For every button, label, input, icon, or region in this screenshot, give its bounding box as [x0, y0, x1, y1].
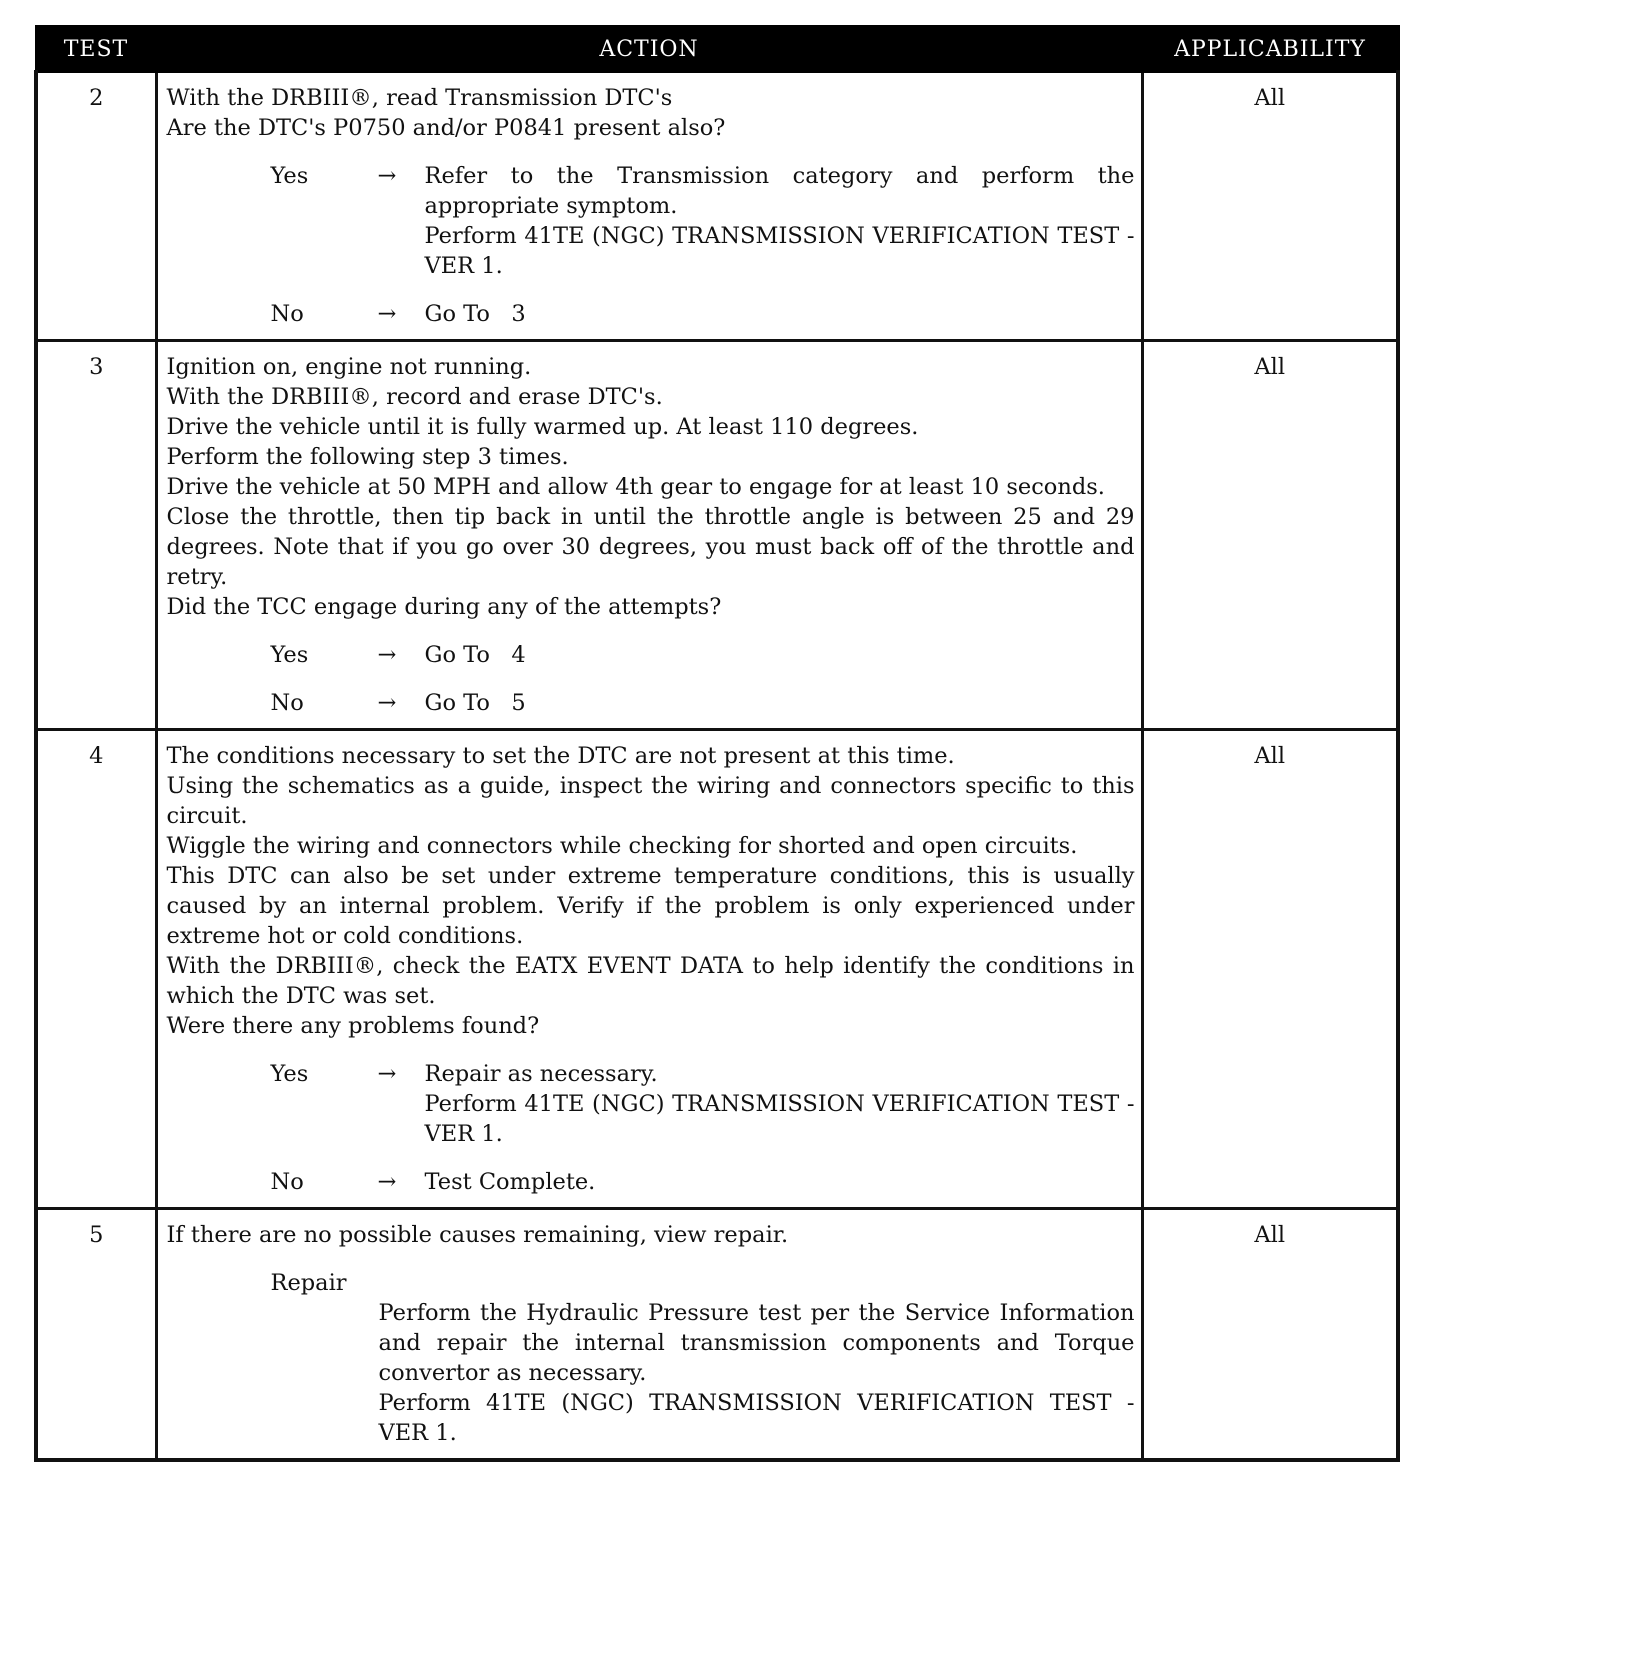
table-row [36, 1209, 1398, 1461]
action-step: Did the TCC engage during any of the attempts? [166, 594, 722, 620]
response-text: Go To 5 [424, 690, 526, 716]
action-step: With the DRBIII®, check the EATX EVENT DATA to help identify the conditions in which the DTC was set. [166, 953, 1135, 1009]
action-step: If there are no possible causes remaining, view repair. [166, 1222, 789, 1248]
action-step: The conditions necessary to set the DTC are not present at this time. [166, 743, 955, 769]
action-step: Drive the vehicle at 50 MPH and allow 4th gear to engage for at least 10 seconds. [166, 474, 1105, 500]
action-cell [156, 730, 1142, 1209]
response-label: Yes [270, 642, 309, 668]
applicability-value: All [1142, 1209, 1398, 1461]
response-label: Yes [270, 1061, 309, 1087]
response-label: No [270, 301, 304, 327]
action-step: Drive the vehicle until it is fully warmed up. At least 110 degrees. [166, 414, 919, 440]
response-text: Go To 4 [424, 642, 526, 668]
response-body [425, 161, 1135, 281]
header-applicability: APPLICABILITY [1142, 27, 1398, 72]
applicability-value: All [1142, 730, 1398, 1209]
diagnostic-table-sheet [34, 25, 1396, 1460]
arrow-right-icon: → [377, 642, 397, 668]
action-step: Wiggle the wiring and connectors while checking for shorted and open circuits. [166, 833, 1078, 859]
repair-text: Perform the Hydraulic Pressure test per the Service Information and repair the internal transmission components and Torque convertor as necessary. [378, 1300, 1135, 1386]
response-branch [167, 161, 1135, 281]
arrow-right-icon: → [377, 690, 397, 716]
action-step: Close the throttle, then tip back in until the throttle angle is between 25 and 29 degrees. Note that if you go over 30 degrees, you must back off of the throttle and retry. [166, 504, 1135, 590]
response-body [425, 1167, 1135, 1197]
response-text: Repair as necessary. [424, 1061, 658, 1087]
repair-text: Perform 41TE (NGC) TRANSMISSION VERIFICATION TEST - VER 1. [378, 1390, 1135, 1446]
test-number: 2 [36, 72, 156, 341]
arrow-right-icon: → [377, 1061, 397, 1087]
test-number: 4 [36, 730, 156, 1209]
response-branch [167, 688, 1135, 718]
repair-label: Repair [270, 1270, 347, 1296]
table-row [36, 730, 1398, 1209]
table-row [36, 72, 1398, 341]
response-body [425, 1059, 1135, 1149]
table-row [36, 341, 1398, 730]
test-number: 5 [36, 1209, 156, 1461]
action-step: Were there any problems found? [166, 1013, 540, 1039]
action-step: Perform the following step 3 times. [166, 444, 569, 470]
response-label: No [270, 690, 304, 716]
action-step: Using the schematics as a guide, inspect the wiring and connectors specific to this circuit. [166, 773, 1135, 829]
arrow-right-icon: → [377, 1169, 397, 1195]
response-body [425, 299, 1135, 329]
table-header-row [36, 27, 1398, 72]
response-branch [167, 1059, 1135, 1149]
action-step: Are the DTC's P0750 and/or P0841 present also? [166, 115, 726, 141]
header-test: TEST [36, 27, 156, 72]
response-body [425, 640, 1135, 670]
applicability-value: All [1142, 341, 1398, 730]
action-step: This DTC can also be set under extreme temperature conditions, this is usually caused by an internal problem. Verify if the problem is only experienced under extreme hot or cold conditions. [166, 863, 1135, 949]
response-text: Test Complete. [424, 1169, 596, 1195]
response-branch [167, 299, 1135, 329]
action-step: Ignition on, engine not running. [166, 354, 532, 380]
response-label: Yes [270, 163, 309, 189]
response-branch [167, 1167, 1135, 1197]
arrow-right-icon: → [377, 163, 397, 189]
applicability-value: All [1142, 72, 1398, 341]
response-text: Perform 41TE (NGC) TRANSMISSION VERIFICATION TEST - VER 1. [424, 223, 1135, 279]
action-step: With the DRBIII®, read Transmission DTC's [166, 85, 673, 111]
response-body [425, 688, 1135, 718]
response-label: No [270, 1169, 304, 1195]
response-branch [167, 640, 1135, 670]
response-text: Perform 41TE (NGC) TRANSMISSION VERIFICATION TEST - VER 1. [424, 1091, 1135, 1147]
header-action: ACTION [156, 27, 1142, 72]
response-text: Go To 3 [424, 301, 526, 327]
diagnostic-test-table [34, 25, 1400, 1462]
action-cell [156, 1209, 1142, 1461]
action-step: With the DRBIII®, record and erase DTC's. [166, 384, 663, 410]
action-cell [156, 341, 1142, 730]
test-number: 3 [36, 341, 156, 730]
response-text: Refer to the Transmission category and perform the appropriate symptom. [424, 163, 1135, 219]
action-cell [156, 72, 1142, 341]
arrow-right-icon: → [377, 301, 397, 327]
